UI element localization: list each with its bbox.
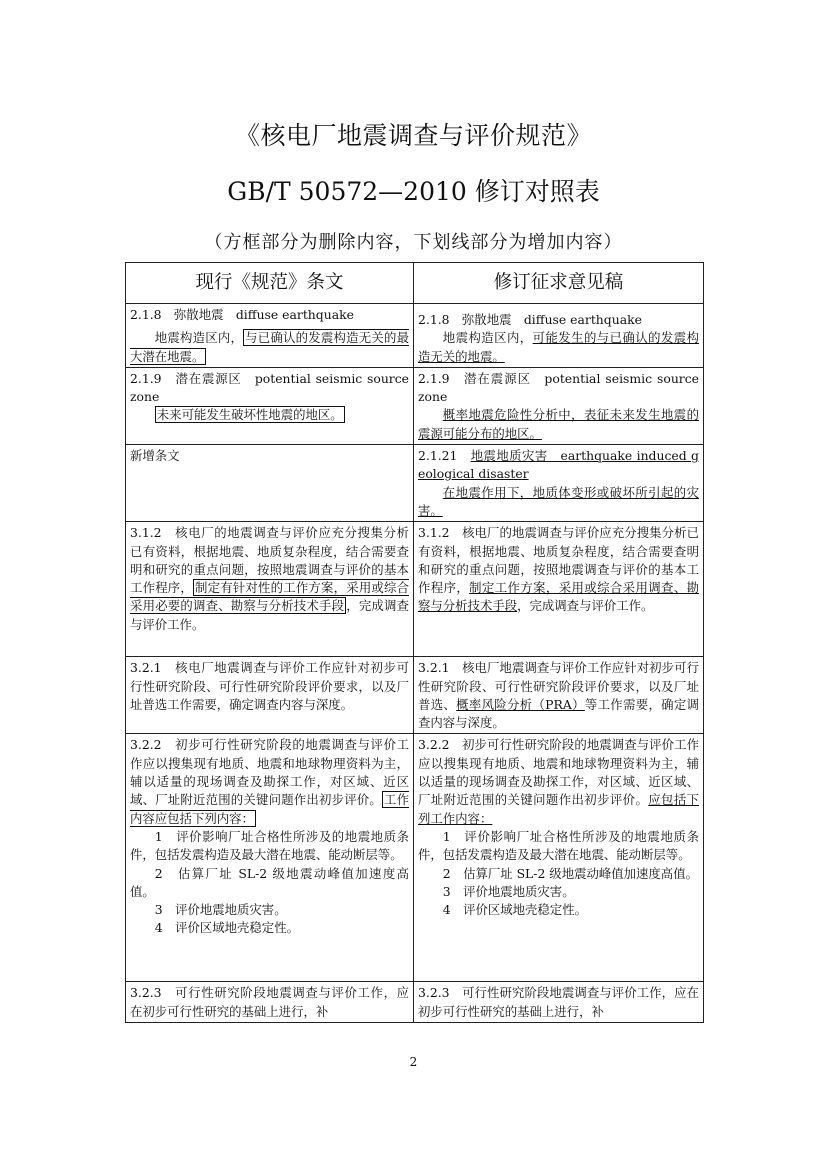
- cell-current: [126, 982, 414, 1023]
- cell-current: [126, 445, 414, 522]
- added-text: 可能发生的与已确认的发震构造无关的地震。: [418, 330, 700, 364]
- clause-body: 3.2.3 可行性研究阶段地震调查与评价工作，应在初步可行性研究的基础上进行，补: [130, 985, 409, 1019]
- body-text: 地震构造区内，: [442, 330, 533, 346]
- added-text: 在地震作用下，地质体变形或破坏所引起的灾害。: [418, 484, 699, 518]
- cell-revised: [414, 367, 704, 444]
- deleted-text: 工作内容应包括下列内容：: [130, 792, 410, 826]
- table-header-row: [126, 263, 704, 304]
- clause-heading: 2.1.9 潜在震源区 potential seismic source zone: [130, 370, 409, 405]
- body-text: 3.1.2 核电厂的地震调查与评价应充分搜集分析已有资料，根据地震、地质复杂程度，结合需要查明和研究的重点问题，按照地震调查与评价的基本工作程序，: [418, 525, 699, 596]
- body-text: 3.2.1 核电厂地震调查与评价工作应针对初步可行性研究阶段、可行性研究阶段评价要求，以及厂址普选、: [418, 660, 699, 712]
- table-row: [126, 657, 704, 734]
- page-number: 2: [409, 1055, 418, 1069]
- table-row: [126, 367, 704, 444]
- cell-current: [126, 367, 414, 444]
- list-item: 3 评价地震地质灾害。: [154, 902, 287, 918]
- clause-heading: 2.1.9 潜在震源区 potential seismic source zone: [418, 370, 699, 405]
- body-text: 3.1.2 核电厂的地震调查与评价应充分搜集分析已有资料，根据地震、地质复杂程度，结合需要查明和研究的重点问题，按照地震调查与评价的基本工作程序，: [130, 525, 409, 596]
- table-row: [126, 304, 704, 368]
- list-item: 2 估算厂址 SL-2 级地震动峰值加速度高值。: [130, 865, 409, 899]
- table-row: [126, 982, 704, 1023]
- clause-body: [418, 484, 699, 521]
- cell-revised: [414, 304, 704, 368]
- body-text: ，完成调查与评价工作。: [130, 598, 410, 632]
- column-header-revised: 修订征求意见稿: [414, 263, 704, 304]
- table-row: [126, 445, 704, 522]
- clause-body: [130, 329, 409, 366]
- body-text: ，完成调查与评价工作。: [517, 598, 654, 614]
- clause-body: [130, 736, 409, 827]
- cell-revised: [414, 657, 704, 734]
- deleted-text: 与已确认的发震构造无关的最大潜在地震。: [130, 330, 410, 364]
- legend-note: （方框部分为删除内容，下划线部分为增加内容）: [204, 232, 623, 253]
- table-row: [126, 734, 704, 982]
- cell-current: [126, 734, 414, 982]
- clause-body: [130, 406, 409, 424]
- clause-body: 3.2.3 可行性研究阶段地震调查与评价工作，应在初步可行性研究的基础上进行，补: [418, 985, 699, 1019]
- clause-body: [418, 659, 699, 732]
- clause-heading: 2.1.8 弥散地震 diffuse earthquake: [418, 312, 642, 327]
- cell-current: [126, 304, 414, 368]
- clause-body: [418, 329, 699, 366]
- document-title: 《核电厂地震调查与评价规范》: [234, 121, 592, 150]
- comparison-table: [125, 262, 704, 1023]
- clause-body: [418, 736, 699, 827]
- cell-current: [126, 522, 414, 657]
- list-item: 3 评价地震地质灾害。: [442, 883, 575, 899]
- table-row: [126, 522, 704, 657]
- cell-revised: [414, 522, 704, 657]
- clause-number: 2.1.21: [418, 448, 471, 464]
- clause-body: [418, 524, 699, 615]
- list-item: 1 评价影响厂址合格性所涉及的地震地质条件，包括发震构造及最大潜在地震、能动断层等。: [418, 828, 699, 863]
- added-text: 应包括下列工作内容：: [418, 792, 700, 826]
- list-item: 1 评价影响厂址合格性所涉及的地震地质条件，包括发震构造及最大潜在地震、能动断层等。: [130, 828, 409, 863]
- clause-body: [418, 406, 699, 443]
- clause-body: 3.2.1 核电厂地震调查与评价工作应针对初步可行性研究阶段、可行性研究阶段评价要求，以及厂址普选工作需要，确定调查内容与深度。: [130, 660, 409, 712]
- added-text: 地震地质灾害 earthquake induced geological disaster: [418, 448, 699, 482]
- clause-body: [130, 524, 409, 634]
- body-text: 等工作需要，确定调查内容与深度。: [418, 696, 699, 731]
- clause-heading: [418, 447, 699, 484]
- added-text: 制定工作方案，采用或综合采用调查、勘察与分析技术手段: [418, 580, 700, 614]
- document-subtitle: GB/T 50572—2010 修订对照表: [227, 177, 600, 206]
- list-item: 4 评价区域地壳稳定性。: [154, 920, 299, 936]
- column-header-current: 现行《规范》条文: [126, 263, 414, 304]
- added-text: 概率地震危险性分析中，表征未来发生地震的震源可能分布的地区。: [418, 407, 699, 441]
- body-text: 地震构造区内，: [154, 330, 244, 346]
- cell-revised: [414, 734, 704, 982]
- added-text: 概率风险分析（PRA）: [456, 696, 585, 712]
- body-text: 3.2.2 初步可行性研究阶段的地震调查与评价工作应以搜集现有地质、地震和地球物理资料为主，辅以适量的现场调查及勘探工作，对区域、近区域、厂址附近范围的关键问题作出初步评价。: [130, 737, 409, 808]
- clause-heading: 2.1.8 弥散地震 diffuse earthquake: [130, 307, 354, 322]
- list-item: 2 估算厂址 SL-2 级地震动峰值加速度高值。: [442, 865, 698, 881]
- cell-current: [126, 657, 414, 734]
- body-text: 3.2.2 初步可行性研究阶段的地震调查与评价工作应以搜集现有地质、地震和地球物理资料为主，辅以适量的现场调查及勘探工作，对区域、近区域、厂址附近范围的关键问题作出初步评价。: [418, 737, 699, 808]
- deleted-text: 未来可能发生破坏性地震的地区。: [156, 407, 343, 423]
- cell-revised: [414, 982, 704, 1023]
- list-item: 4 评价区域地壳稳定性。: [442, 902, 587, 918]
- cell-revised: [414, 445, 704, 522]
- new-clause-label: 新增条文: [130, 448, 180, 464]
- deleted-text: 制定有针对性的工作方案，采用或综合采用必要的调查、勘察与分析技术手段: [130, 580, 410, 614]
